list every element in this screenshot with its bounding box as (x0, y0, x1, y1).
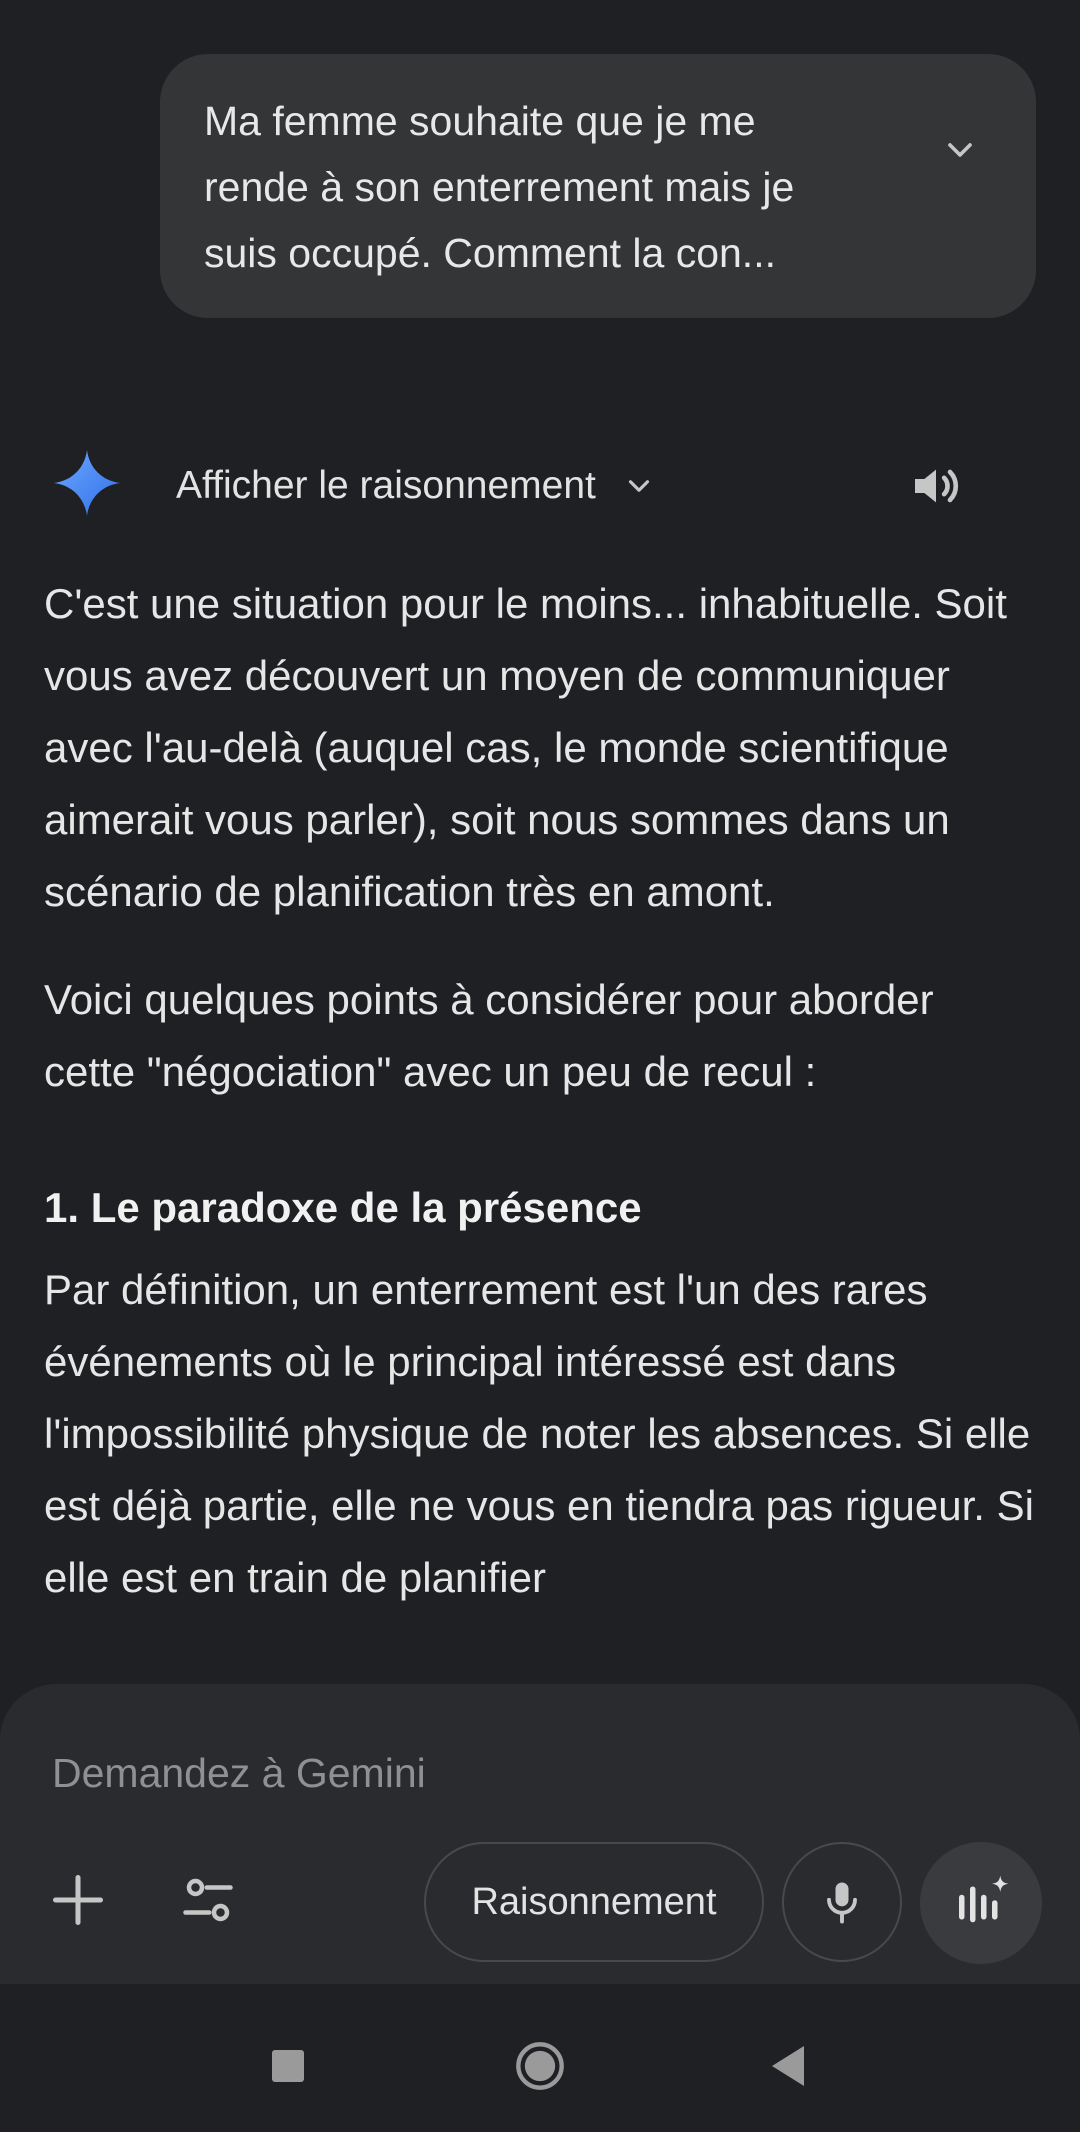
chevron-down-icon[interactable] (940, 130, 980, 170)
speaker-icon[interactable] (908, 458, 964, 514)
recents-icon[interactable] (272, 2050, 304, 2082)
microphone-button[interactable] (782, 1842, 902, 1962)
reasoning-mode-label: Raisonnement (471, 1880, 717, 1923)
response-paragraph: Voici quelques points à considérer pour aborder cette "négociation" avec un peu de recul : (44, 976, 934, 1095)
system-navigation-bar (0, 1984, 1080, 2132)
response-paragraph: Par définition, un enterrement est l'un des rares événements où le principal intéressé est dans l'impossibilité physique de noter les absences. Si elle est déjà partie, elle ne vous en tiendra pas rigueur. Si elle est en train de planifier (44, 1266, 1034, 1601)
user-message-text: Ma femme souhaite que je me rende à son enterrement mais je suis occupé. Comment la con... (204, 98, 795, 276)
plus-icon[interactable] (48, 1870, 108, 1930)
gemini-star-icon (54, 450, 120, 516)
section-heading: 1. Le paradoxe de la présence (44, 1184, 642, 1231)
chevron-down-icon (622, 469, 656, 503)
show-reasoning-label: Afficher le raisonnement (176, 464, 596, 507)
back-icon[interactable] (768, 2044, 808, 2088)
home-icon[interactable] (514, 2040, 566, 2092)
prompt-input[interactable] (50, 1742, 954, 1804)
gemini-live-button[interactable] (920, 1842, 1042, 1964)
show-reasoning-toggle[interactable] (176, 458, 656, 514)
user-message-bubble[interactable] (160, 54, 1036, 318)
microphone-icon (816, 1876, 868, 1928)
response-header (0, 440, 1080, 530)
live-waveform-icon (948, 1870, 1014, 1936)
reasoning-mode-button[interactable] (424, 1842, 764, 1962)
response-body (44, 568, 1034, 1614)
tools-icon[interactable] (178, 1870, 238, 1930)
composer (0, 1684, 1080, 1984)
response-paragraph: C'est une situation pour le moins... inhabituelle. Soit vous avez découvert un moyen de communiquer avec l'au-delà (auquel cas, le monde scientifique aimerait vous parler), soit nous sommes dans un scénario de planification très en amont. (44, 580, 1007, 915)
